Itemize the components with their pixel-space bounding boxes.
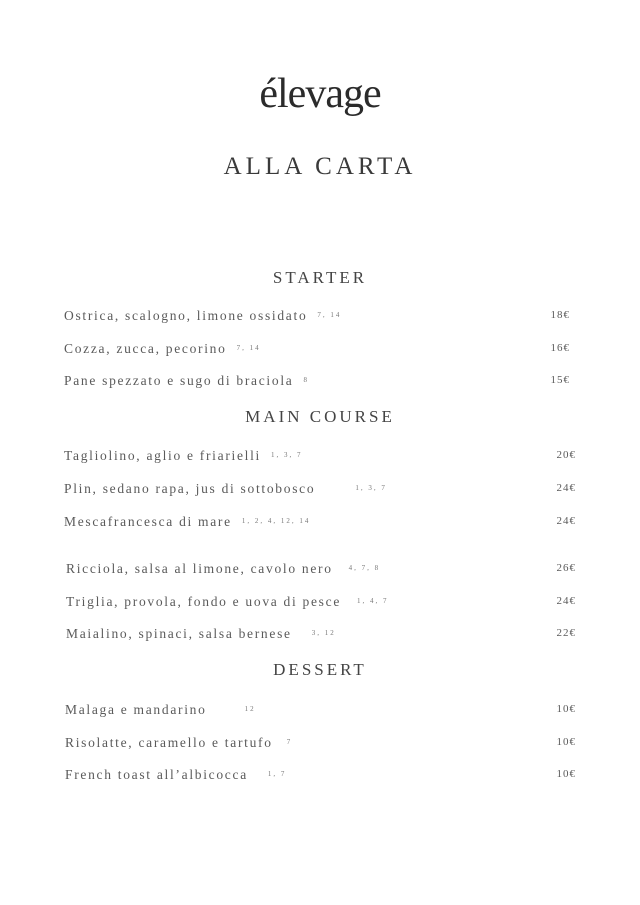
- menu-item: [64, 511, 310, 531]
- menu-item-name: Pane spezzato e sugo di braciola: [64, 373, 294, 388]
- menu-item: [66, 623, 336, 643]
- menu-item-allergens: 1, 2, 4, 12, 14: [241, 517, 311, 525]
- menu-title: ALLA CARTA: [223, 153, 417, 180]
- menu-item: [66, 558, 380, 578]
- menu-item: [64, 478, 387, 498]
- menu-item: [65, 764, 286, 784]
- menu-item-allergens: 3, 12: [311, 629, 336, 637]
- menu-item-name: Triglia, provola, fondo e uova di pesce: [66, 594, 342, 609]
- brand-logo: élevage: [259, 71, 381, 117]
- menu-item-price: 10€: [556, 703, 576, 715]
- section-title-main-course: MAIN COURSE: [245, 407, 395, 426]
- menu-item-name: Cozza, zucca, pecorino: [64, 341, 227, 356]
- menu-item-name: Mescafrancesca di mare: [64, 514, 232, 529]
- menu-item: [65, 699, 256, 719]
- menu-item-price: 16€: [550, 342, 570, 354]
- menu-item-allergens: 1, 3, 7: [355, 484, 387, 492]
- menu-item-allergens: 7, 14: [236, 344, 261, 352]
- menu-item-price: 24€: [556, 515, 576, 527]
- menu-item-allergens: 7, 14: [317, 311, 342, 319]
- menu-item: [65, 732, 292, 752]
- menu-item-allergens: 4, 7, 8: [348, 564, 381, 572]
- menu-item-allergens: 1, 7: [267, 770, 287, 778]
- menu-item-name: Plin, sedano rapa, jus di sottobosco: [64, 481, 316, 496]
- menu-item-name: Maialino, spinaci, salsa bernese: [66, 626, 292, 641]
- menu-item: [64, 305, 341, 325]
- menu-item-name: Tagliolino, aglio e friarielli: [64, 448, 262, 463]
- menu-item-price: 26€: [556, 562, 576, 574]
- menu-item-price: 10€: [556, 768, 576, 780]
- menu-item-allergens: 7: [286, 738, 293, 746]
- menu-item: [64, 445, 303, 465]
- menu-item-price: 20€: [556, 449, 576, 461]
- menu-item: [64, 370, 309, 390]
- menu-item-price: 24€: [556, 482, 576, 494]
- menu-item-allergens: 1, 3, 7: [271, 451, 303, 459]
- menu-item-price: 22€: [556, 627, 576, 639]
- menu-item-name: Ricciola, salsa al limone, cavolo nero: [66, 561, 333, 576]
- menu-item: [64, 338, 261, 358]
- section-title-dessert: DESSERT: [273, 660, 367, 679]
- menu-item-name: Malaga e mandarino: [65, 702, 207, 717]
- menu-item-price: 18€: [550, 309, 570, 321]
- menu-item-allergens: 12: [244, 705, 256, 713]
- menu-item-name: French toast all’albicocca: [65, 767, 248, 782]
- menu-item-allergens: 8: [303, 376, 309, 384]
- menu-item-price: 10€: [556, 736, 576, 748]
- menu-item-name: Risolatte, caramello e tartufo: [65, 735, 273, 750]
- menu-item-name: Ostrica, scalogno, limone ossidato: [64, 308, 308, 323]
- menu-item-allergens: 1, 4, 7: [357, 597, 389, 605]
- section-title-starter: STARTER: [272, 268, 368, 287]
- menu-item-price: 15€: [550, 374, 570, 386]
- menu-item-price: 24€: [556, 595, 576, 607]
- menu-item: [66, 591, 389, 611]
